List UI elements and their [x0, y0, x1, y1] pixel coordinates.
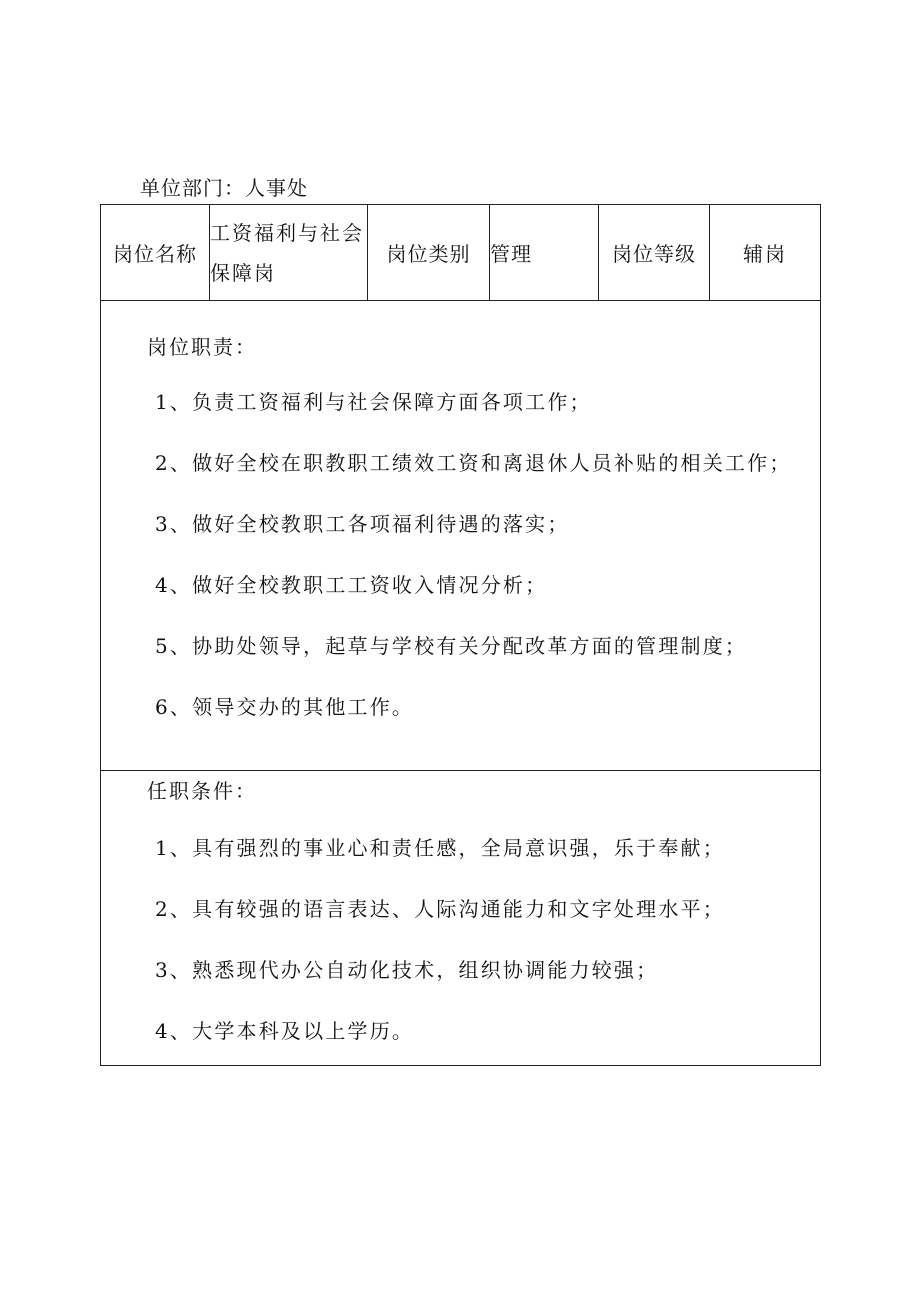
header-row: [101, 205, 821, 301]
requirements-cell: [101, 771, 821, 1066]
requirements-row: [101, 771, 821, 1066]
duty-item: 1、负责工资福利与社会保障方面各项工作；: [155, 390, 592, 414]
post-category-label: 岗位类别: [368, 205, 490, 301]
requirement-item: 4、大学本科及以上学历。: [155, 1019, 415, 1043]
requirement-item: 1、具有强烈的事业心和责任感，全局意识强，乐于奉献；: [155, 836, 725, 860]
post-name-label: 岗位名称: [101, 205, 210, 301]
duty-item: 3、做好全校教职工各项福利待遇的落实；: [155, 512, 570, 536]
post-grade-value: 辅岗: [710, 205, 821, 301]
post-category-value: 管理: [490, 205, 599, 301]
requirements-list: [101, 828, 820, 1052]
duties-row: [101, 301, 821, 771]
duties-list: [101, 382, 820, 728]
post-name-value: 工资福利与社会保障岗: [210, 205, 368, 301]
requirement-item: 2、具有较强的语言表达、人际沟通能力和文字处理水平；: [155, 897, 725, 921]
duty-item: 5、协助处领导，起草与学校有关分配改革方面的管理制度；: [155, 634, 748, 658]
job-description-table: [100, 204, 821, 1066]
duty-item: 6、领导交办的其他工作。: [155, 695, 415, 719]
duties-cell: [101, 301, 821, 771]
requirements-heading: 任职条件：: [147, 779, 257, 803]
duty-item: 2、做好全校在职教职工绩效工资和离退休人员补贴的相关工作；: [155, 451, 792, 475]
requirement-item: 3、熟悉现代办公自动化技术，组织协调能力较强；: [155, 958, 659, 982]
post-grade-label: 岗位等级: [599, 205, 710, 301]
department-line: 单位部门：人事处: [140, 176, 308, 200]
duties-heading: 岗位职责：: [147, 335, 257, 359]
duty-item: 4、做好全校教职工工资收入情况分析；: [155, 573, 548, 597]
